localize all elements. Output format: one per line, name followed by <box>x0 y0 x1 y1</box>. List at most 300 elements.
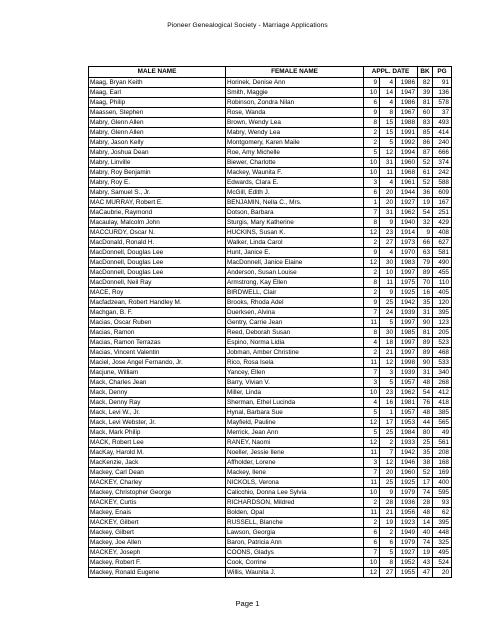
month-cell: 7 <box>364 307 380 317</box>
month-cell: 7 <box>364 467 380 477</box>
book-cell: 60 <box>418 107 433 117</box>
book-cell: 17 <box>418 477 433 487</box>
page-cell: 429 <box>433 217 452 227</box>
male-name-cell: MACCURDY, Oscar N. <box>89 227 226 237</box>
female-name-cell: Calicchio, Donna Lee Sylvia <box>226 487 364 497</box>
year-cell: 1956 <box>396 507 418 517</box>
book-cell: 39 <box>418 87 433 97</box>
page-cell: 666 <box>433 147 452 157</box>
day-cell: 20 <box>380 187 396 197</box>
book-cell: 85 <box>418 127 433 137</box>
day-cell: 23 <box>380 227 396 237</box>
male-name-cell: Maassen, Stephen <box>89 107 226 117</box>
month-cell: 12 <box>364 257 380 267</box>
male-name-cell: MacKay, Harold M. <box>89 447 226 457</box>
month-cell: 8 <box>364 217 380 227</box>
day-cell: 18 <box>380 337 396 347</box>
table-row <box>89 477 452 487</box>
book-cell: 81 <box>418 327 433 337</box>
male-name-cell: MACKEY, Joseph <box>89 547 226 557</box>
book-cell: 81 <box>418 97 433 107</box>
day-cell: 2 <box>380 437 396 447</box>
table-row <box>89 157 452 167</box>
table-row <box>89 227 452 237</box>
column-header-female-name: FEMALE NAME <box>226 67 364 78</box>
page-cell: 208 <box>433 447 452 457</box>
day-cell: 2 <box>380 527 396 537</box>
month-cell: 7 <box>364 207 380 217</box>
male-name-cell: Maag, Earl <box>89 87 226 97</box>
year-cell: 1925 <box>396 287 418 297</box>
book-cell: 25 <box>418 437 433 447</box>
male-name-cell: Mabry, Jason Kelly <box>89 137 226 147</box>
female-name-cell: Horinek, Denise Ann <box>226 77 364 87</box>
day-cell: 16 <box>380 397 396 407</box>
year-cell: 1960 <box>396 157 418 167</box>
month-cell: 2 <box>364 517 380 527</box>
table-row <box>89 147 452 157</box>
book-cell: 48 <box>418 377 433 387</box>
month-cell: 4 <box>364 337 380 347</box>
table-header-row <box>89 67 452 78</box>
page-cell: 242 <box>433 167 452 177</box>
day-cell: 20 <box>380 197 396 207</box>
male-name-cell: Mabry, Roy Benjamin <box>89 167 226 177</box>
table-row <box>89 197 452 207</box>
female-name-cell: Espino, Norma Lidia <box>226 337 364 347</box>
month-cell: 5 <box>364 147 380 157</box>
day-cell: 1 <box>380 407 396 417</box>
female-name-cell: Lawson, Georgia <box>226 527 364 537</box>
table-row <box>89 527 452 537</box>
year-cell: 1994 <box>396 147 418 157</box>
year-cell: 1933 <box>396 437 418 447</box>
day-cell: 25 <box>380 427 396 437</box>
male-name-cell: Mackey, Joe Allen <box>89 537 226 547</box>
male-name-cell: MacDonnell, Douglas Lee <box>89 267 226 277</box>
page-cell: 418 <box>433 397 452 407</box>
table-row <box>89 87 452 97</box>
table-body <box>89 77 452 577</box>
year-cell: 1925 <box>396 477 418 487</box>
day-cell: 30 <box>380 257 396 267</box>
table-row <box>89 97 452 107</box>
year-cell: 1973 <box>396 237 418 247</box>
female-name-cell: BIRDWELL, Clair <box>226 287 364 297</box>
month-cell: 2 <box>364 497 380 507</box>
page-cell: 490 <box>433 257 452 267</box>
female-name-cell: Rose, Wanda <box>226 107 364 117</box>
month-cell: 10 <box>364 387 380 397</box>
year-cell: 1997 <box>396 317 418 327</box>
day-cell: 14 <box>380 87 396 97</box>
book-cell: 38 <box>418 457 433 467</box>
female-name-cell: Sherman, Ethel Lucinda <box>226 397 364 407</box>
table-row <box>89 487 452 497</box>
table-row <box>89 177 452 187</box>
book-cell: 52 <box>418 177 433 187</box>
book-cell: 74 <box>418 487 433 497</box>
male-name-cell: Macias, Vincent Valentin <box>89 347 226 357</box>
table-row <box>89 417 452 427</box>
book-cell: 63 <box>418 247 433 257</box>
year-cell: 1961 <box>396 177 418 187</box>
female-name-cell: Montgomery, Karen Maile <box>226 137 364 147</box>
book-cell: 80 <box>418 427 433 437</box>
male-name-cell: MACK, Robert Lee <box>89 437 226 447</box>
book-cell: 32 <box>418 217 433 227</box>
table-row <box>89 307 452 317</box>
table-row <box>89 457 452 467</box>
page-cell: 565 <box>433 417 452 427</box>
female-name-cell: Brown, Wendy Lea <box>226 117 364 127</box>
page-cell: 93 <box>433 497 452 507</box>
day-cell: 24 <box>380 307 396 317</box>
day-cell: 4 <box>380 247 396 257</box>
male-name-cell: Machgan, B. F. <box>89 307 226 317</box>
day-cell: 3 <box>380 367 396 377</box>
day-cell: 12 <box>380 457 396 467</box>
table-row <box>89 297 452 307</box>
table-row <box>89 237 452 247</box>
month-cell: 11 <box>364 507 380 517</box>
year-cell: 1940 <box>396 217 418 227</box>
book-cell: 19 <box>418 197 433 207</box>
month-cell: 9 <box>364 247 380 257</box>
table-row <box>89 507 452 517</box>
month-cell: 1 <box>364 197 380 207</box>
male-name-cell: Mackey, Ronald Eugene <box>89 567 226 577</box>
page-cell: 405 <box>433 287 452 297</box>
page-cell: 340 <box>433 367 452 377</box>
year-cell: 1997 <box>396 267 418 277</box>
book-cell: 90 <box>418 317 433 327</box>
page-cell: 448 <box>433 527 452 537</box>
table-row <box>89 497 452 507</box>
female-name-cell: Armstrong, Kay Ellen <box>226 277 364 287</box>
day-cell: 5 <box>380 137 396 147</box>
male-name-cell: Mackey, Carl Dean <box>89 467 226 477</box>
page-cell: 240 <box>433 137 452 147</box>
year-cell: 1927 <box>396 197 418 207</box>
female-name-cell: Mabry, Wendy Lea <box>226 127 364 137</box>
male-name-cell: Mabry, Glenn Allen <box>89 117 226 127</box>
book-cell: 86 <box>418 137 433 147</box>
male-name-cell: Macfadzean, Robert Handley M. <box>89 297 226 307</box>
female-name-cell: Robinson, Zondra Nilan <box>226 97 364 107</box>
table-row <box>89 187 452 197</box>
table-row <box>89 427 452 437</box>
month-cell: 11 <box>364 447 380 457</box>
page-cell: 110 <box>433 277 452 287</box>
table-row <box>89 347 452 357</box>
male-name-cell: MACE, Roy <box>89 287 226 297</box>
table-row <box>89 267 452 277</box>
page-cell: 374 <box>433 157 452 167</box>
day-cell: 27 <box>380 567 396 577</box>
male-name-cell: Macjune, William <box>89 367 226 377</box>
male-name-cell: Mack, Levi Webster, Jr. <box>89 417 226 427</box>
day-cell: 4 <box>380 177 396 187</box>
table-row <box>89 547 452 557</box>
page-cell: 412 <box>433 387 452 397</box>
book-cell: 47 <box>418 567 433 577</box>
year-cell: 1953 <box>396 417 418 427</box>
day-cell: 4 <box>380 77 396 87</box>
day-cell: 27 <box>380 237 396 247</box>
year-cell: 1949 <box>396 527 418 537</box>
day-cell: 4 <box>380 97 396 107</box>
table-row <box>89 377 452 387</box>
month-cell: 9 <box>364 297 380 307</box>
month-cell: 3 <box>364 177 380 187</box>
page-cell: 523 <box>433 337 452 347</box>
year-cell: 1944 <box>396 187 418 197</box>
table-row <box>89 277 452 287</box>
month-cell: 2 <box>364 347 380 357</box>
month-cell: 12 <box>364 417 380 427</box>
year-cell: 1967 <box>396 107 418 117</box>
book-cell: 43 <box>418 557 433 567</box>
male-name-cell: Macias, Ramon <box>89 327 226 337</box>
month-cell: 12 <box>364 437 380 447</box>
year-cell: 1947 <box>396 87 418 97</box>
day-cell: 31 <box>380 157 396 167</box>
table-row <box>89 517 452 527</box>
book-cell: 9 <box>418 227 433 237</box>
female-name-cell: Jobman, Amber Christine <box>226 347 364 357</box>
year-cell: 1970 <box>396 247 418 257</box>
month-cell: 10 <box>364 557 380 567</box>
day-cell: 10 <box>380 267 396 277</box>
book-cell: 31 <box>418 367 433 377</box>
month-cell: 4 <box>364 397 380 407</box>
month-cell: 10 <box>364 167 380 177</box>
book-cell: 89 <box>418 337 433 347</box>
day-cell: 6 <box>380 537 396 547</box>
day-cell: 21 <box>380 507 396 517</box>
male-name-cell: Maag, Bryan Keith <box>89 77 226 87</box>
female-name-cell: Mayfield, Pauline <box>226 417 364 427</box>
female-name-cell: Brooks, Rhoda Adel <box>226 297 364 307</box>
book-cell: 89 <box>418 267 433 277</box>
year-cell: 1942 <box>396 447 418 457</box>
page-cell: 588 <box>433 177 452 187</box>
year-cell: 1939 <box>396 367 418 377</box>
book-cell: 66 <box>418 237 433 247</box>
table-row <box>89 337 452 347</box>
table-row <box>89 467 452 477</box>
male-name-cell: Mack, Denny <box>89 387 226 397</box>
table-row <box>89 287 452 297</box>
table-row <box>89 367 452 377</box>
book-cell: 40 <box>418 527 433 537</box>
day-cell: 15 <box>380 117 396 127</box>
book-cell: 54 <box>418 207 433 217</box>
book-cell: 87 <box>418 147 433 157</box>
year-cell: 1939 <box>396 307 418 317</box>
book-cell: 35 <box>418 297 433 307</box>
male-name-cell: Mackey, Robert F. <box>89 557 226 567</box>
page-cell: 91 <box>433 77 452 87</box>
female-name-cell: Sturgis, Mary Katherine <box>226 217 364 227</box>
year-cell: 1991 <box>396 127 418 137</box>
month-cell: 9 <box>364 77 380 87</box>
year-cell: 1992 <box>396 137 418 147</box>
table-row <box>89 247 452 257</box>
male-name-cell: Mabry, Joshua Dean <box>89 147 226 157</box>
book-cell: 48 <box>418 407 433 417</box>
book-cell: 44 <box>418 417 433 427</box>
table-row <box>89 77 452 87</box>
page-cell: 561 <box>433 437 452 447</box>
page-cell: 524 <box>433 557 452 567</box>
female-name-cell: RUSSELL, Blanche <box>226 517 364 527</box>
day-cell: 25 <box>380 297 396 307</box>
male-name-cell: MACKEY, Gilbert <box>89 517 226 527</box>
year-cell: 1957 <box>396 407 418 417</box>
book-cell: 74 <box>418 537 433 547</box>
table-row <box>89 217 452 227</box>
month-cell: 6 <box>364 97 380 107</box>
female-name-cell: Rico, Rosa Isela <box>226 357 364 367</box>
book-cell: 52 <box>418 157 433 167</box>
female-name-cell: Edwards, Clara E. <box>226 177 364 187</box>
male-name-cell: Mack, Charles Jean <box>89 377 226 387</box>
female-name-cell: BENJAMIN, Nella C., Mrs. <box>226 197 364 207</box>
book-cell: 35 <box>418 447 433 457</box>
year-cell: 1997 <box>396 337 418 347</box>
day-cell: 5 <box>380 547 396 557</box>
female-name-cell: Cook, Corrine <box>226 557 364 567</box>
table-row <box>89 127 452 137</box>
day-cell: 12 <box>380 357 396 367</box>
female-name-cell: Anderson, Susan Louise <box>226 267 364 277</box>
month-cell: 2 <box>364 267 380 277</box>
book-cell: 54 <box>418 387 433 397</box>
male-name-cell: Macias, Ramon Terrazas <box>89 337 226 347</box>
day-cell: 25 <box>380 477 396 487</box>
female-name-cell: Biewer, Charlotte <box>226 157 364 167</box>
female-name-cell: Noeller, Jessie Ilene <box>226 447 364 457</box>
page-cell: 385 <box>433 407 452 417</box>
month-cell: 2 <box>364 127 380 137</box>
female-name-cell: McGill, Edith J. <box>226 187 364 197</box>
month-cell: 5 <box>364 407 380 417</box>
female-name-cell: COONS, Gladys <box>226 547 364 557</box>
day-cell: 30 <box>380 327 396 337</box>
female-name-cell: Mackey, Waunita F. <box>226 167 364 177</box>
month-cell: 10 <box>364 87 380 97</box>
year-cell: 1957 <box>396 377 418 387</box>
day-cell: 21 <box>380 347 396 357</box>
day-cell: 9 <box>380 487 396 497</box>
column-header-bk: BK <box>418 67 433 78</box>
book-cell: 16 <box>418 287 433 297</box>
book-cell: 14 <box>418 517 433 527</box>
page-cell: 136 <box>433 87 452 97</box>
female-name-cell: Hynal, Barbara Sue <box>226 407 364 417</box>
day-cell: 23 <box>380 387 396 397</box>
year-cell: 1986 <box>396 77 418 87</box>
female-name-cell: HUCKINS, Susan K. <box>226 227 364 237</box>
page-cell: 325 <box>433 537 452 547</box>
year-cell: 1983 <box>396 257 418 267</box>
table-row <box>89 567 452 577</box>
year-cell: 1914 <box>396 227 418 237</box>
female-name-cell: Bolden, Opal <box>226 507 364 517</box>
page-cell: 168 <box>433 457 452 467</box>
male-name-cell: MacDonnell, Douglas Lee <box>89 257 226 267</box>
female-name-cell: Miller, Linda <box>226 387 364 397</box>
marriage-applications-table <box>88 66 452 578</box>
month-cell: 2 <box>364 137 380 147</box>
female-name-cell: Hunt, Janice E. <box>226 247 364 257</box>
month-cell: 12 <box>364 567 380 577</box>
table-row <box>89 207 452 217</box>
year-cell: 1975 <box>396 277 418 287</box>
book-cell: 36 <box>418 187 433 197</box>
female-name-cell: Duerksen, Alvina <box>226 307 364 317</box>
month-cell: 6 <box>364 537 380 547</box>
table-row <box>89 317 452 327</box>
year-cell: 1946 <box>396 457 418 467</box>
female-name-cell: Merrick, Jean Ann <box>226 427 364 437</box>
table-row <box>89 537 452 547</box>
female-name-cell: Roe, Amy Michelle <box>226 147 364 157</box>
year-cell: 1936 <box>396 497 418 507</box>
month-cell: 6 <box>364 187 380 197</box>
month-cell: 8 <box>364 327 380 337</box>
page-number: Page 1 <box>235 599 260 608</box>
year-cell: 1979 <box>396 537 418 547</box>
male-name-cell: Macaulay, Malcolm John <box>89 217 226 227</box>
month-cell: 11 <box>364 317 380 327</box>
male-name-cell: MaCaubrie, Raymond <box>89 207 226 217</box>
year-cell: 1968 <box>396 167 418 177</box>
male-name-cell: Mack, Levi W., Jr. <box>89 407 226 417</box>
male-name-cell: MACKEY, Charley <box>89 477 226 487</box>
day-cell: 17 <box>380 417 396 427</box>
year-cell: 1923 <box>396 517 418 527</box>
page-cell: 20 <box>433 567 452 577</box>
page-cell: 414 <box>433 127 452 137</box>
year-cell: 1942 <box>396 297 418 307</box>
table-row <box>89 437 452 447</box>
page-cell: 395 <box>433 307 452 317</box>
year-cell: 1998 <box>396 357 418 367</box>
table-row <box>89 357 452 367</box>
year-cell: 1955 <box>396 567 418 577</box>
page-cell: 167 <box>433 197 452 207</box>
table-row <box>89 327 452 337</box>
page-header: Pioneer Genealogical Society - Marriage Applications <box>167 22 328 29</box>
table-row <box>89 137 452 147</box>
day-cell: 15 <box>380 127 396 137</box>
male-name-cell: Mabry, Glenn Allen <box>89 127 226 137</box>
month-cell: 3 <box>364 457 380 467</box>
page-cell: 468 <box>433 347 452 357</box>
month-cell: 7 <box>364 547 380 557</box>
female-name-cell: Affholder, Lorene <box>226 457 364 467</box>
male-name-cell: MacKenzie, Jack <box>89 457 226 467</box>
page-cell: 251 <box>433 207 452 217</box>
book-cell: 19 <box>418 547 433 557</box>
day-cell: 31 <box>380 207 396 217</box>
year-cell: 1979 <box>396 487 418 497</box>
male-name-cell: Mabry, Linville <box>89 157 226 167</box>
male-name-cell: Mackey, Gilbert <box>89 527 226 537</box>
